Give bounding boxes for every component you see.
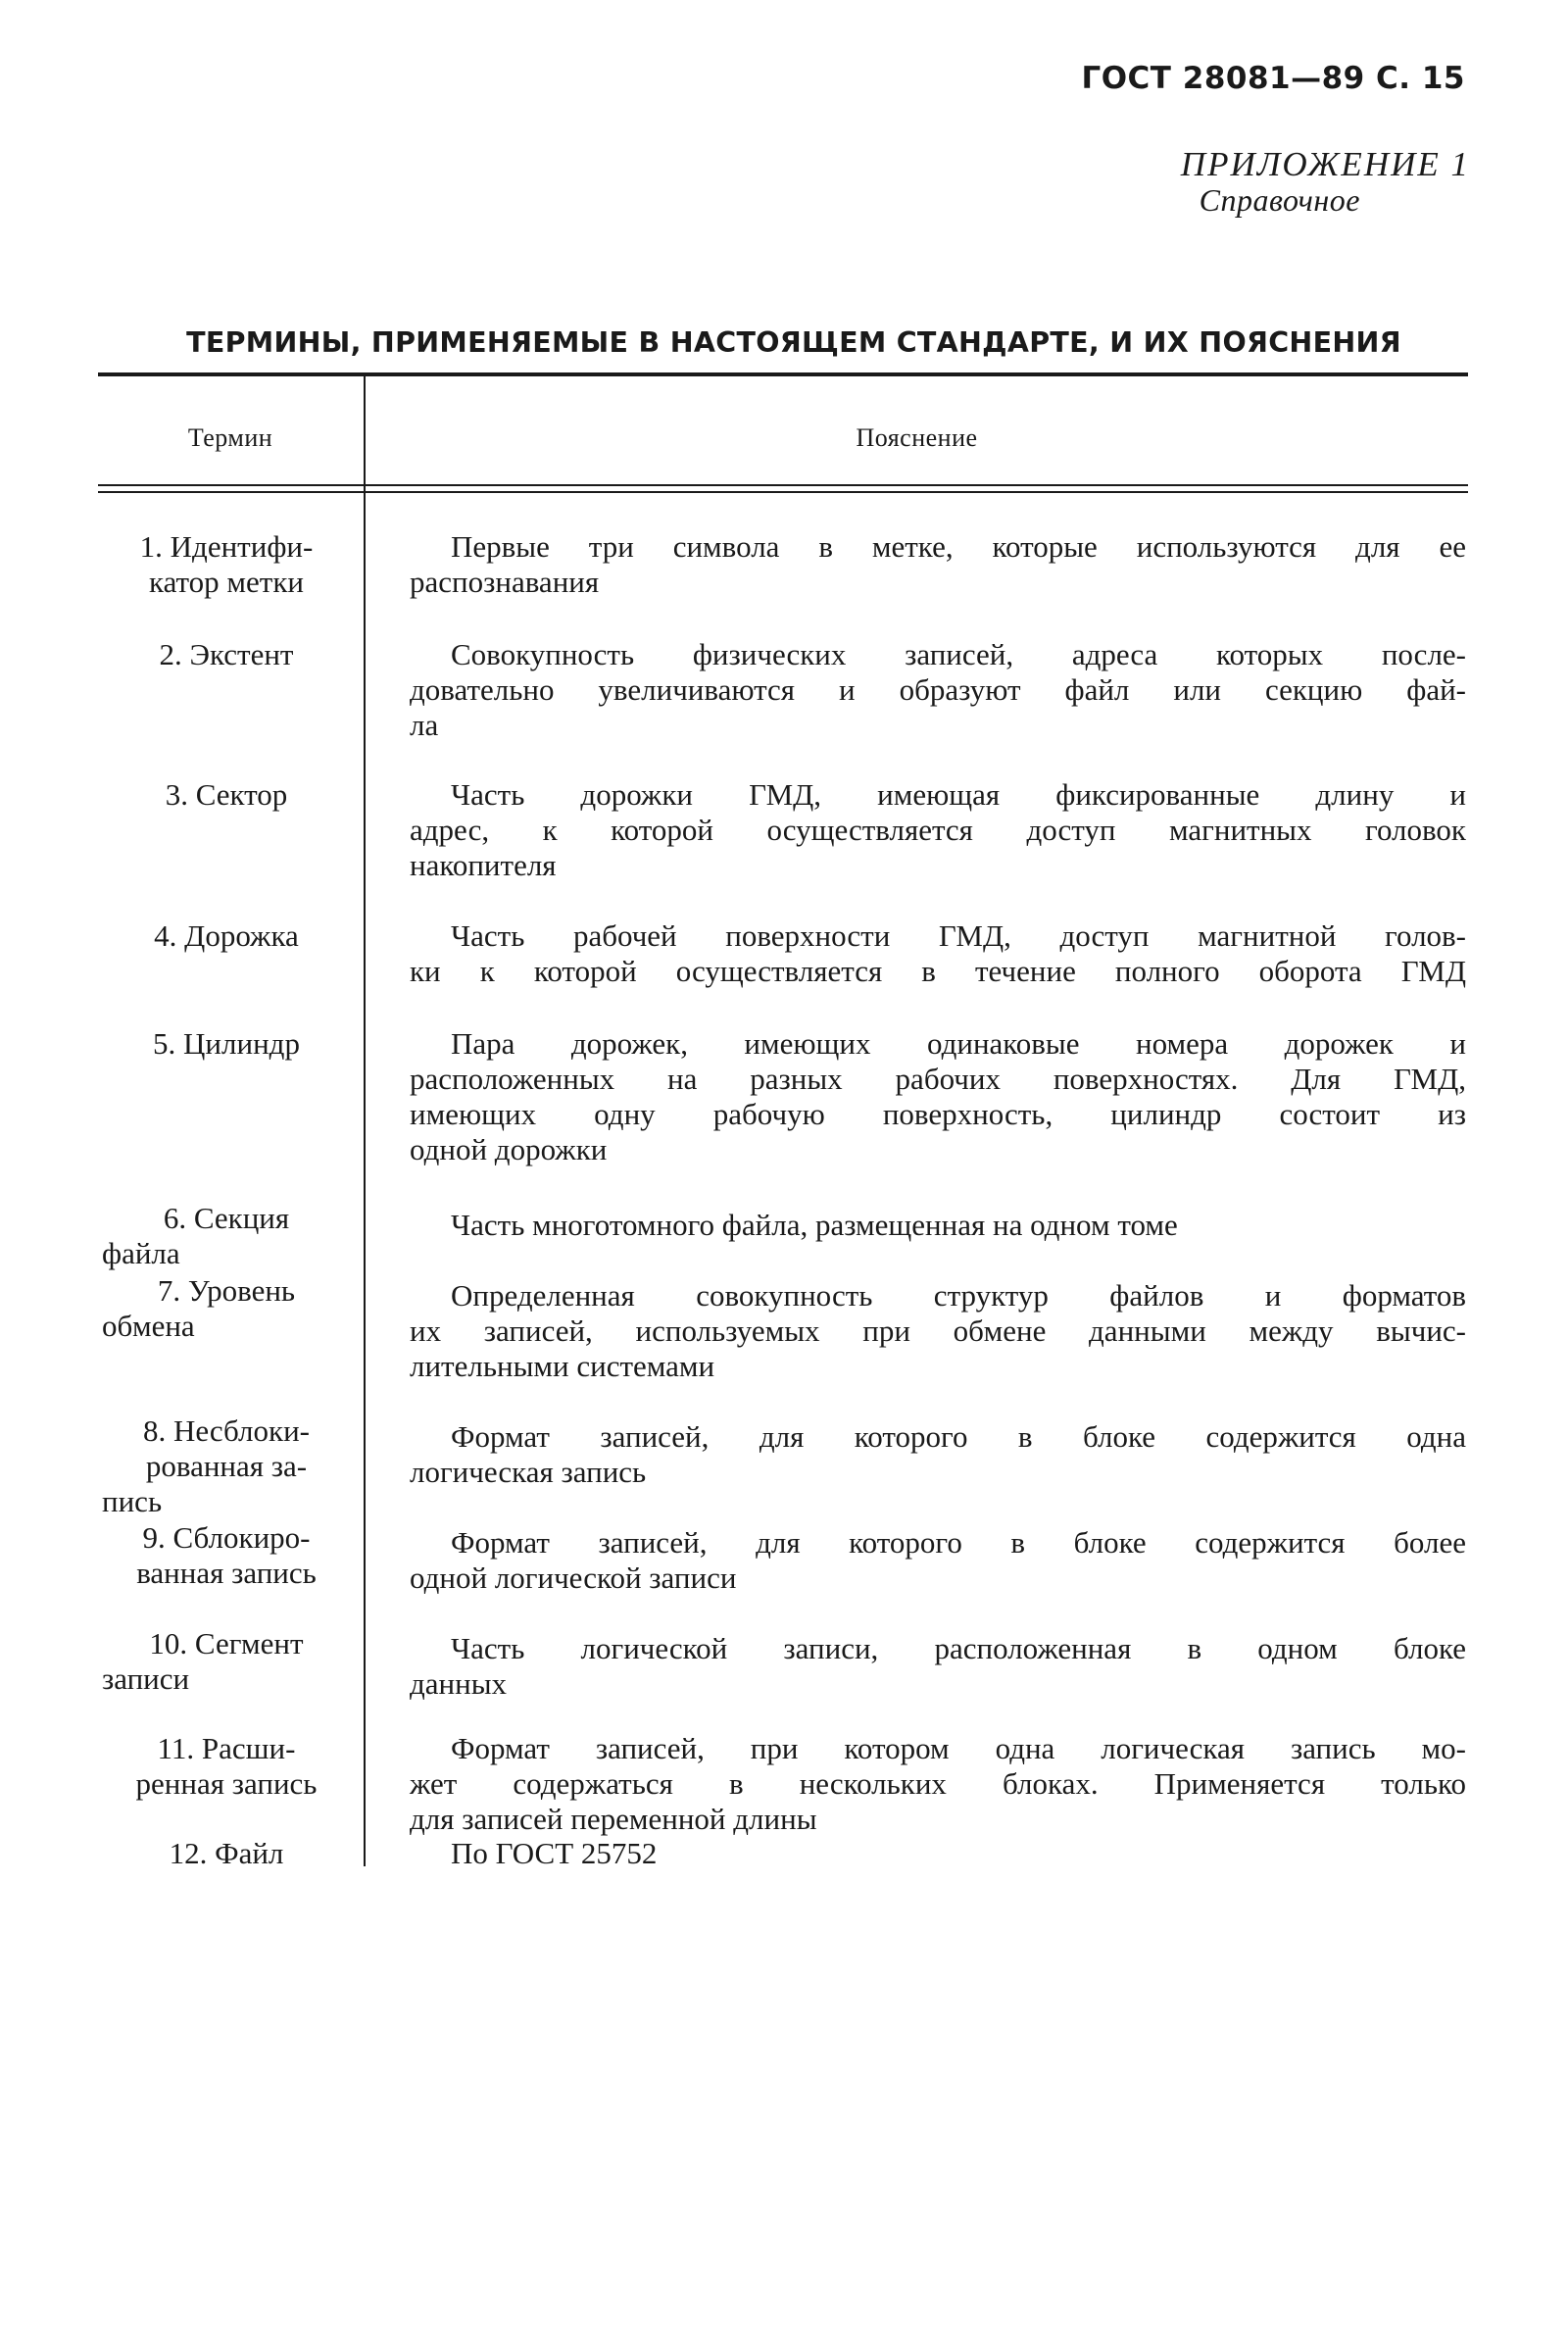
explanation-line: довательно увеличиваются и образуют файл или секцию фай-: [410, 672, 1466, 707]
term-line: 11. Расши-: [157, 1731, 296, 1765]
table-row-term: [98, 1273, 355, 1344]
term-line: ренная запись: [135, 1766, 318, 1801]
table-row-explanation: [410, 529, 1466, 600]
explanation-line: Часть логической записи, расположенная в одном блоке: [451, 1631, 1466, 1665]
document-title: ТЕРМИНЫ, ПРИМЕНЯЕМЫЕ В НАСТОЯЩЕМ СТАНДАРТЕ, И ИХ ПОЯСНЕНИЯ: [186, 326, 1401, 359]
table-row-term: [98, 1201, 355, 1271]
column-header-explanation: Пояснение: [856, 423, 978, 452]
explanation-line: Формат записей, для которого в блоке содержится более: [451, 1525, 1466, 1560]
table-row-term: [98, 529, 355, 600]
explanation-line: Пара дорожек, имеющих одинаковые номера дорожек и: [451, 1026, 1466, 1061]
explanation-line: расположенных на разных рабочих поверхностях. Для ГМД,: [410, 1062, 1466, 1096]
explanation-line: Определенная совокупность структур файлов и форматов: [451, 1278, 1466, 1313]
explanation-line: Часть рабочей поверхности ГМД, доступ магнитной голов-: [451, 918, 1466, 953]
term-line: катор метки: [148, 565, 304, 599]
table-row-term: [98, 637, 355, 672]
column-header-term: Термин: [187, 423, 273, 452]
explanation-line: ки к которой осуществляется в течение полного оборота ГМД: [410, 954, 1466, 988]
explanation-line: Совокупность физических записей, адреса которых после-: [451, 637, 1466, 671]
table-header-rule-double: [98, 491, 1468, 493]
table-row-explanation: [410, 1731, 1466, 1837]
appendix-label: [1181, 147, 1470, 218]
table-row-term: [98, 1626, 355, 1697]
explanation-line: имеющих одну рабочую поверхность, цилиндр состоит из: [410, 1097, 1466, 1131]
term-line: 1. Идентифи-: [139, 529, 314, 564]
explanation-line: распознавания: [410, 565, 600, 599]
table-row-explanation: [410, 918, 1466, 989]
table-row-explanation: [410, 1836, 1466, 1871]
term-line: 12. Файл: [169, 1836, 284, 1870]
table-row-explanation: [410, 1278, 1466, 1384]
term-line: 5. Цилиндр: [153, 1026, 300, 1061]
table-row-explanation: [410, 777, 1466, 883]
explanation-line: для записей переменной длины: [410, 1802, 817, 1836]
table-column-divider: [364, 376, 366, 1866]
explanation-line: ла: [410, 708, 439, 742]
explanation-line: лительными системами: [410, 1349, 715, 1383]
table-row-explanation: [410, 1208, 1466, 1243]
explanation-line: Формат записей, при котором одна логическая запись мо-: [451, 1731, 1466, 1765]
term-line: 8. Несблоки-: [142, 1413, 310, 1448]
term-line: 3. Сектор: [165, 777, 288, 812]
explanation-line: логическая запись: [410, 1455, 647, 1489]
table-row-term: [98, 1026, 355, 1062]
appendix-subtitle: Справочное: [1199, 182, 1360, 218]
table-row-term: [98, 918, 355, 954]
term-line: файла: [102, 1236, 180, 1270]
table-header-rule: [98, 484, 1468, 486]
term-line: записи: [102, 1661, 190, 1696]
term-line: 7. Уровень: [157, 1273, 296, 1308]
term-line: 6. Секция: [163, 1201, 290, 1235]
table-row-term: [98, 1413, 355, 1519]
explanation-line: Формат записей, для которого в блоке содержится одна: [451, 1419, 1466, 1454]
term-line: 9. Сблокиро-: [142, 1520, 311, 1555]
table-row-term: [98, 1836, 355, 1871]
explanation-line: По ГОСТ 25752: [451, 1836, 658, 1870]
explanation-line: накопителя: [410, 848, 557, 882]
table-row-term: [98, 1520, 355, 1591]
explanation-line: одной дорожки: [410, 1132, 608, 1166]
explanation-line: адрес, к которой осуществляется доступ магнитных головок: [410, 813, 1466, 847]
table-row-term: [98, 1731, 355, 1802]
explanation-line: Часть дорожки ГМД, имеющая фиксированные длину и: [451, 777, 1466, 812]
term-line: 4. Дорожка: [154, 918, 299, 953]
table-row-explanation: [410, 1631, 1466, 1702]
explanation-line: Часть многотомного файла, размещенная на одном томе: [451, 1208, 1178, 1242]
table-row-explanation: [410, 637, 1466, 743]
explanation-line: одной логической записи: [410, 1561, 737, 1595]
explanation-line: данных: [410, 1666, 508, 1701]
term-line: 10. Сегмент: [149, 1626, 304, 1660]
term-line: пись: [102, 1484, 163, 1518]
term-line: ванная запись: [136, 1556, 317, 1590]
table-row-term: [98, 777, 355, 813]
explanation-line: их записей, используемых при обмене данными между вычис-: [410, 1313, 1466, 1348]
table-row-explanation: [410, 1525, 1466, 1596]
term-line: обмена: [102, 1309, 195, 1343]
explanation-line: Первые три символа в метке, которые используются для ее: [451, 529, 1466, 564]
explanation-line: жет содержаться в нескольких блоках. Применяется только: [410, 1766, 1466, 1801]
term-line: 2. Экстент: [159, 637, 294, 671]
term-line: рованная за-: [145, 1449, 308, 1483]
appendix-title: ПРИЛОЖЕНИЕ 1: [1180, 145, 1470, 183]
table-top-rule: [98, 372, 1468, 376]
page-header: ГОСТ 28081—89 С. 15: [1081, 61, 1465, 96]
table-row-explanation: [410, 1419, 1466, 1490]
table-row-explanation: [410, 1026, 1466, 1167]
